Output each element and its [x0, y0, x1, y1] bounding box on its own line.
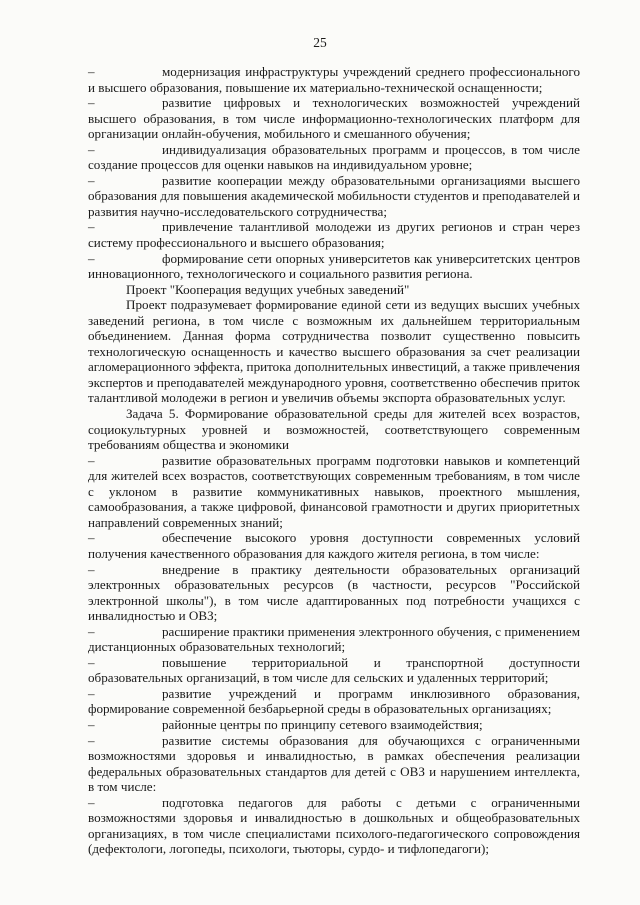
list-item [88, 530, 580, 561]
list-item [88, 795, 580, 857]
dash-bullet: – [88, 452, 95, 468]
list-item-text: обеспечение высокого уровня доступности современных условий получения качественного образования для каждого жителя региона, в том числе: [88, 530, 580, 561]
dash-bullet: – [88, 654, 95, 670]
list-item-text: районные центры по принципу сетевого взаимодействия; [162, 716, 483, 732]
list-item [88, 95, 580, 142]
dash-bullet: – [88, 250, 95, 266]
list-item [88, 142, 580, 173]
list-item-text: привлечение талантливой молодежи из других регионов и стран через систему профессионального и высшего образования; [88, 219, 580, 251]
dash-bullet: – [88, 95, 95, 111]
list-item [88, 453, 580, 531]
list-item [88, 64, 580, 95]
dash-bullet: – [88, 530, 95, 546]
dash-bullet: – [88, 623, 95, 639]
dash-bullet: – [88, 716, 95, 732]
list-item [88, 173, 580, 220]
list-item-text: развитие учреждений и программ инклюзивного образования, формирование современной безбарьерной среды в образовательных организациях; [88, 685, 580, 717]
dash-bullet: – [88, 64, 95, 79]
list-item-text: внедрение в практику деятельности образовательных организаций электронных образовательных ресурсов (в частности, ресурсов "Российской электронной школы"), в том числе адаптированных под потребности учащихся с инвалидностью и ОВЗ; [88, 561, 580, 624]
list-item-text: развитие кооперации между образовательными организациями высшего образования для повышения академической мобильности студентов и преподавателей и развития научно-исследовательского сотрудничества; [88, 172, 580, 219]
dash-bullet: – [88, 561, 95, 577]
dash-bullet: – [88, 794, 95, 810]
list-item [88, 562, 580, 624]
list-item-text: расширение практики применения электронного обучения, с применением дистанционных образовательных технологий; [88, 623, 580, 655]
dash-bullet: – [88, 141, 95, 157]
list-item [88, 733, 580, 795]
list-item-text: модернизация инфраструктуры учреждений среднего профессионального и высшего образования, повышение их материально-технической оснащенности; [88, 64, 580, 95]
dash-bullet: – [88, 685, 95, 701]
list-item-text: индивидуализация образовательных программ и процессов, в том числе создание процессов для оценки навыков на индивидуальном уровне; [88, 141, 580, 173]
section-heading: Проект "Кооперация ведущих учебных заведений" [126, 281, 410, 297]
list-item-text: повышение территориальной и транспортной доступности образовательных организаций, в том числе для сельских и удаленных территорий; [88, 654, 580, 686]
document-body [88, 64, 580, 857]
paragraph: Проект подразумевает формирование единой сети из ведущих высших учебных заведений региона, в том числе с возможным их дальнейшем территориальным объединением. Данная форма сотрудничества позволит существенно повысить технологическую оснащенность и качество высшего образования за счет реализации агломерационного эффекта, притока дополнительных инвестиций, а также привлечения экспертов и преподавателей международного уровня, соответственно обеспечив приток талантливой молодежи в регион и увеличив объемы экспорта образовательных услуг. [88, 297, 580, 406]
list-item-text: развитие образовательных программ подготовки навыков и компетенций для жителей всех возрастов, соответствующих современным требованиям, в том числе с уклоном в развитие коммуникативных навыков, проектного мышления, самообразования, а также цифровой, финансовой грамотности и других приоритетных направлений современных знаний; [88, 452, 580, 530]
list-item-text: развитие цифровых и технологических возможностей учреждений высшего образования, в том числе информационно-технологических платформ для организации онлайн-обучения, мобильного и смешанного обучения; [88, 95, 580, 142]
list-item [88, 624, 580, 655]
list-item-text: развитие системы образования для обучающихся с ограниченными возможностями здоровья и инвалидностью, в рамках обеспечения реализации федеральных образовательных стандартов для детей с ОВЗ и нарушением интеллекта, в том числе: [88, 732, 580, 795]
paragraph: Задача 5. Формирование образовательной среды для жителей всех возрастов, социокультурных уровней и возможностей, соответствующего современным требованиям общества и экономики [88, 406, 580, 453]
list-item-text: формирование сети опорных университетов как университетских центров инновационного, технологического и социального развития региона. [88, 250, 580, 282]
page-number: 25 [313, 35, 327, 50]
dash-bullet: – [88, 732, 95, 748]
dash-bullet: – [88, 172, 95, 188]
list-item [88, 655, 580, 686]
dash-bullet: – [88, 219, 95, 235]
list-item [88, 717, 580, 733]
list-item [88, 686, 580, 717]
list-item [88, 219, 580, 250]
list-item [88, 251, 580, 282]
list-item-text: подготовка педагогов для работы с детьми с ограниченными возможностями здоровья и инвалидностью в дошкольных и общеобразовательных организациях, в том числе специалистами психолого-педагогического сопровождения (дефектологи, логопеды, психологи, тьюторы, сурдо- и тифлопедагоги); [88, 794, 580, 857]
